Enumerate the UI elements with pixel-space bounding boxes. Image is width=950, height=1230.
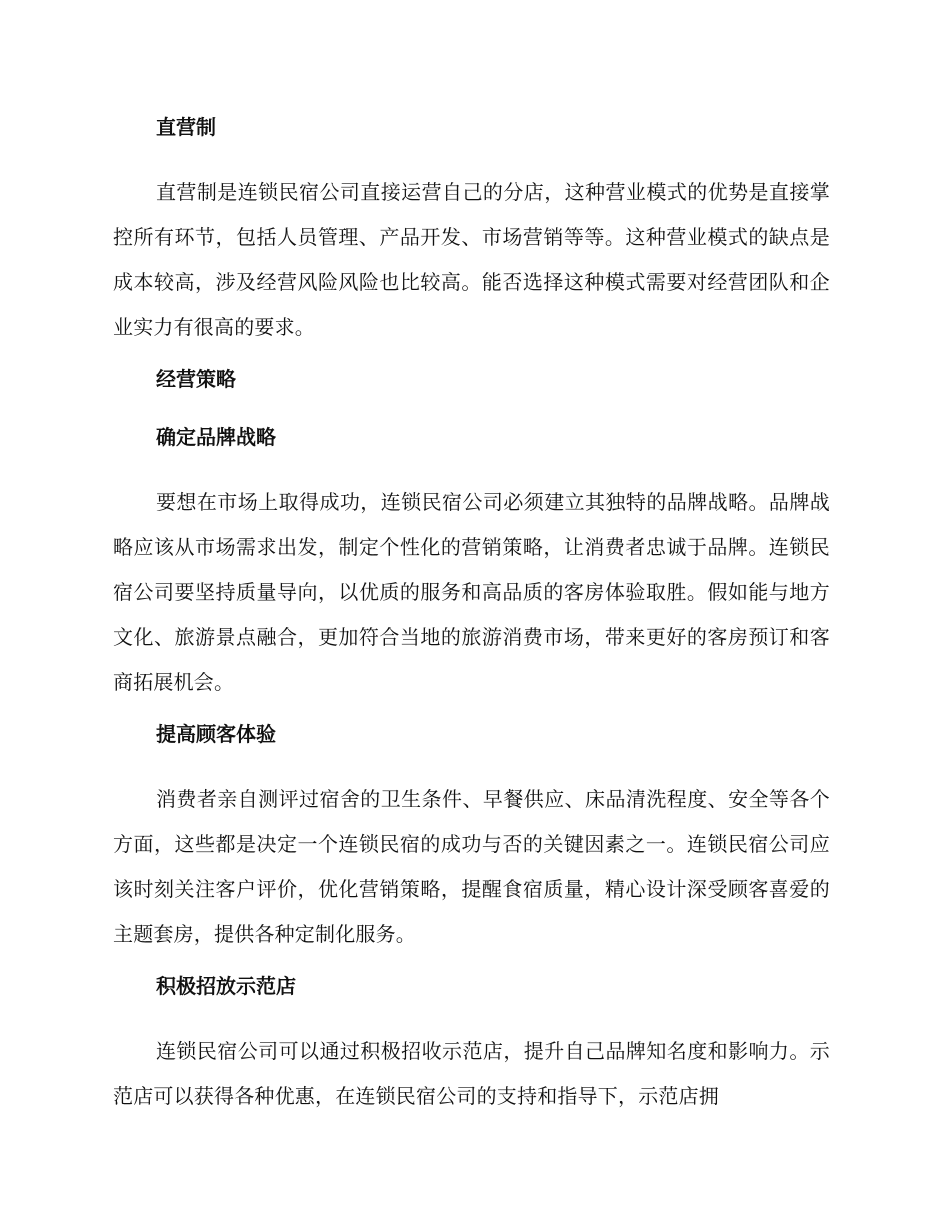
section-heading-demo-stores: 积极招放示范店 [156, 974, 296, 998]
paragraph-customer-experience: 消费者亲自测评过宿舍的卫生条件、早餐供应、床品清洗程度、安全等各个方面，这些都是决定一个连锁民宿的成功与否的关键因素之一。连锁民宿公司应该时刻关注客户评价，优化营销策略，提醒食宿质量，精心设计深受顾客喜爱的主题套房，提供各种定制化服务。 [113, 787, 830, 946]
paragraph-direct-operation: 直营制是连锁民宿公司直接运营自己的分店，这种营业模式的优势是直接掌控所有环节，包括人员管理、产品开发、市场营销等等。这种营业模式的缺点是成本较高，涉及经营风险风险也比较高。能否选择这种模式需要对经营团队和企业实力有很高的要求。 [113, 180, 830, 339]
section-heading-business-strategy: 经营策略 [156, 367, 236, 391]
section-heading-brand-strategy: 确定品牌战略 [156, 425, 276, 449]
section-heading-customer-experience: 提高顾客体验 [156, 722, 276, 746]
paragraph-demo-stores: 连锁民宿公司可以通过积极招收示范店，提升自己品牌知名度和影响力。示范店可以获得各种优惠，在连锁民宿公司的支持和指导下，示范店拥 [113, 1039, 830, 1108]
paragraph-brand-strategy: 要想在市场上取得成功，连锁民宿公司必须建立其独特的品牌战略。品牌战略应该从市场需求出发，制定个性化的营销策略，让消费者忠诚于品牌。连锁民宿公司要坚持质量导向，以优质的服务和高品质的客房体验取胜。假如能与地方文化、旅游景点融合，更加符合当地的旅游消费市场，带来更好的客房预订和客商拓展机会。 [113, 490, 830, 694]
section-heading-direct-operation: 直营制 [156, 115, 216, 139]
